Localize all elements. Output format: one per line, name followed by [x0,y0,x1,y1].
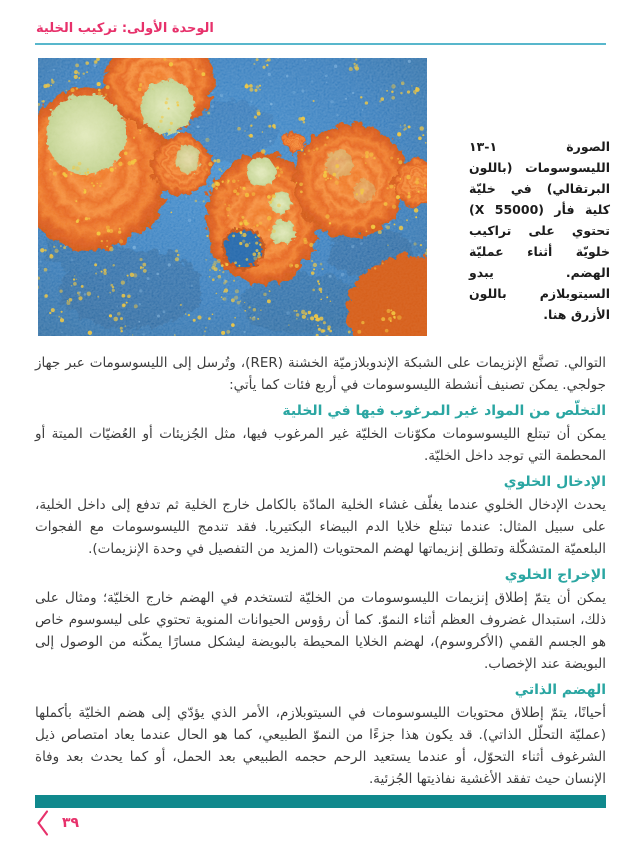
figure-caption [427,58,638,336]
footer-page-area [36,810,79,836]
figure-caption-label: الصورة ١-١٣ [469,139,610,154]
body-text [35,352,606,790]
figure-section [38,58,638,336]
section-heading-waste-disposal: التخلّص من المواد غير المرغوب فيها في الخلية [282,403,606,419]
page-number: ٣٩ [62,815,80,831]
section-heading-autodigestion: الهضم الذاتي [514,682,606,698]
section-paragraph-endocytosis: يحدث الإدخال الخلوي عندما يغلّف غشاء الخلية المادّة بالكامل خارج الخلية ثم تدفع إلى داخل الخلية، على سبيل المثال: عندما تبتلع خلايا الدم البيضاء البكتيريا. فقد تندمج الليسوسومات مع الفجوات البلعميّة المتشكّلة وتطلق إنزيماتها لهضم المحتويات (المزيد من التفصيل في وحدة الإنزيمات). [35,497,606,557]
page-corner-chevron-icon [36,810,49,836]
section-paragraph-autodigestion: أحيانًا، يتمّ إطلاق محتويات الليسوسومات في السيتوبلازم، الأمر الذي يؤدّي إلى هضم الخليّة بأكملها (عمليّة التحلّل الذاتي). قد يكون هذا جزءًا من النموّ الطبيعي، كما هو الحال عندما يعاد امتصاص ذيل الشرغوف أثناء التحوّل، أو عندما يستعيد الرحم حجمه الطبيعي بعد الحمل، أو كما يحدث بعد وفاة الإنسان حيث تفقد الأغشية نفاذيتها الجُزئية. [35,705,606,787]
header-rule [35,43,606,45]
footer-bar [35,795,606,808]
section-paragraph-exocytosis: يمكن أن يتمّ إطلاق إنزيمات الليسوسومات من الخليّة لتستخدم في الهضم خارج الخليّة؛ ومثال على ذلك، استبدال غضروف العظم أثناء النموّ. كما أن رؤوس الحيوانات المنوية تحتوي على ليسوسوم خاص هو الجسم القمي (الأكروسوم)، لهضم الخلايا المحيطة بالبويضة ليشكل مسارًا يمكّنه من الوصول إلى البويضة عند الإخصاب. [35,590,606,672]
section-heading-exocytosis: الإخراج الخلوي [504,567,606,583]
intro-paragraph: التوالي. تصنَّع الإنزيمات على الشبكة الإندوبلازميّة الخشنة (RER)، وتُرسل إلى الليسوسومات عبر جهاز جولجي. يمكن تصنيف أنشطة الليسوسومات في أربع فئات كما يأتي: [35,355,606,393]
micrograph-svg [38,58,427,336]
section-heading-endocytosis: الإدخال الخلوي [503,474,606,490]
figure-caption-text: الليسوسومات (باللون البرتقالي) في خليّة كلية فأر (X 55000) تحتوي على تراكيب خلويّة أثناء عمليّة الهضم. يبدو السيتوبلازم باللون الأزرق هنا. [469,160,610,322]
page-header [0,0,638,45]
section-paragraph-waste-disposal: يمكن أن تبتلع الليسوسومات مكوّنات الخليّة غير المرغوب فيها، مثل الجُزيئات أو العُضيّات الميتة أو المحطمة التي توجد داخل الخليّة. [35,426,606,464]
lysosome-micrograph [38,58,427,336]
unit-header-title: الوحدة الأولى: تركيب الخلية [36,21,214,36]
